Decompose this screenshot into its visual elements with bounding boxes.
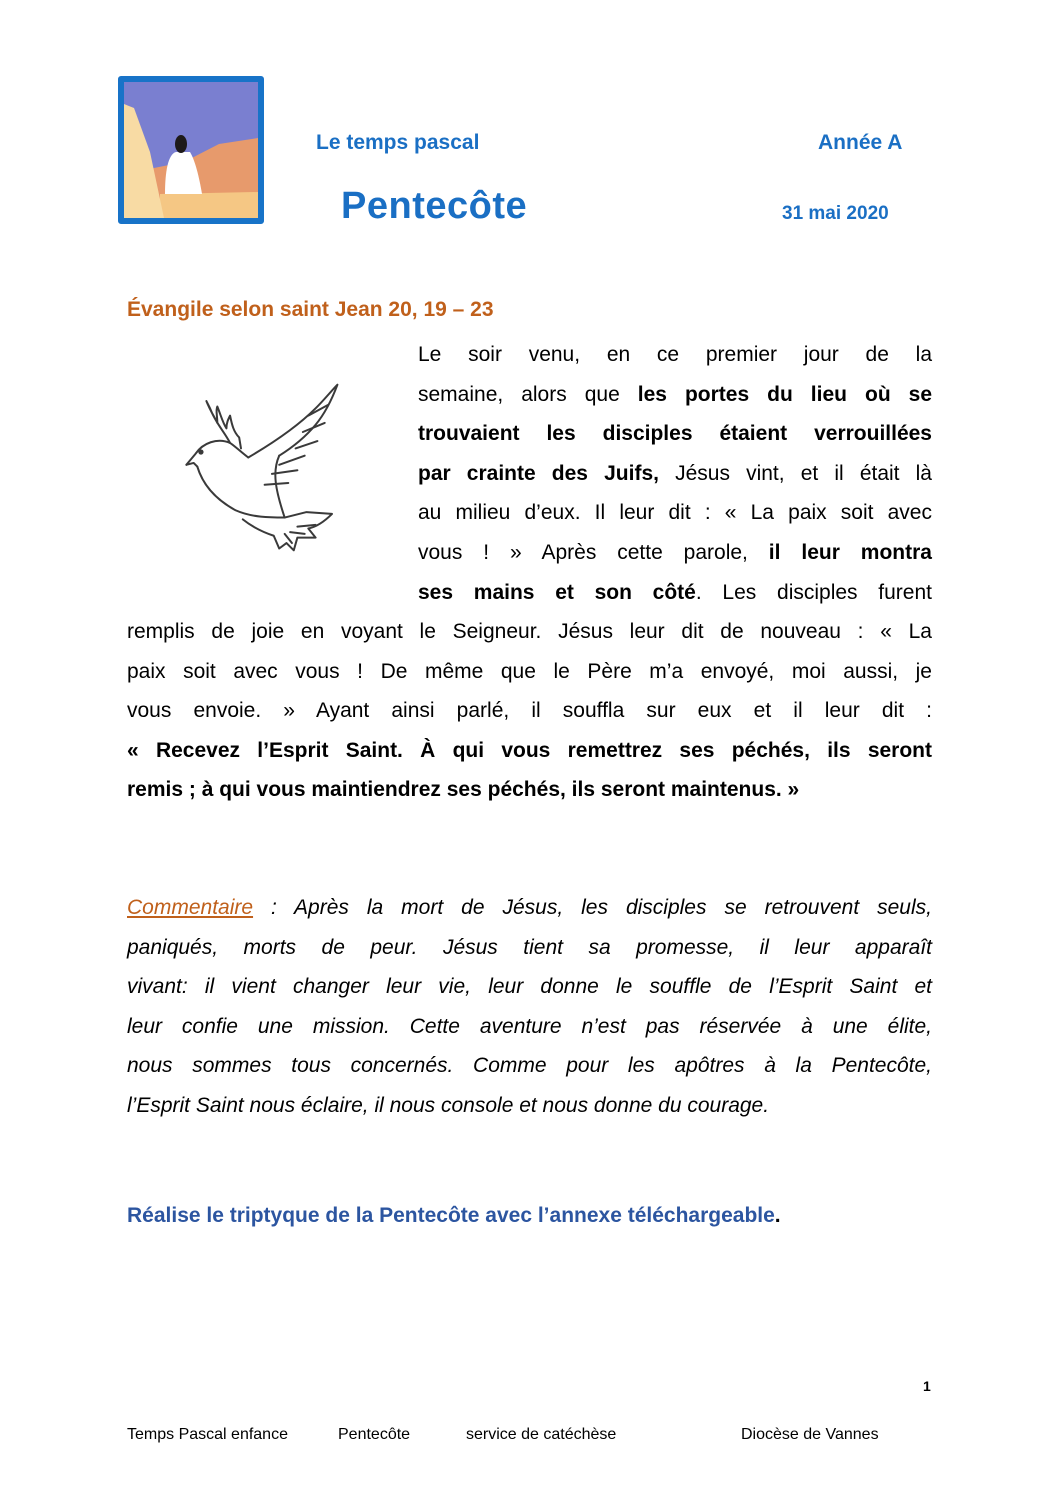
commentary-line: paniqués, morts de peur. Jésus tient sa promesse, il leur apparaît <box>127 935 932 959</box>
text-line <box>418 454 932 494</box>
header-illustration <box>118 76 264 224</box>
year-label: Année A <box>818 131 903 154</box>
text-segment: vous envoie. » Ayant ainsi parlé, il souffla sur eux et il leur dit : <box>127 699 932 723</box>
text-segment: remplis de joie en voyant le Seigneur. Jésus leur dit de nouveau : « La <box>127 620 932 643</box>
activity-call-to-action <box>127 1204 781 1228</box>
gospel-text-beside-image <box>418 335 932 612</box>
commentary-line: l’Esprit Saint nous éclaire, il nous console et nous donne du courage. <box>127 1093 770 1117</box>
series-label: Le temps pascal <box>316 131 480 154</box>
commentary-line: nous sommes tous concernés. Comme pour les apôtres à la Pentecôte, <box>127 1054 932 1078</box>
text-line <box>127 652 932 692</box>
emphasized-text: il leur montra <box>768 540 932 564</box>
commentary-line: leur confie une mission. Cette aventure n’est pas réservée à une élite, <box>127 1014 932 1038</box>
emphasized-text: ses mains et son côté <box>418 580 696 604</box>
gospel-text-full-width <box>127 612 932 810</box>
page-title: Pentecôte <box>341 185 528 227</box>
footer-item: Pentecôte <box>338 1426 411 1443</box>
date-label: 31 mai 2020 <box>782 203 889 224</box>
text-line <box>127 770 932 810</box>
emphasized-text: par crainte des Juifs, <box>418 461 659 485</box>
text-segment: Jésus vint, et il était là <box>658 461 932 485</box>
cta-period: . <box>774 1204 781 1227</box>
text-line <box>127 612 932 652</box>
text-segment: semaine, alors que <box>418 382 638 406</box>
text-line <box>418 335 932 375</box>
text-line <box>418 533 932 573</box>
text-segment: . Les disciples furent <box>695 580 932 604</box>
text-line <box>418 375 932 415</box>
text-line <box>418 493 932 533</box>
page-number: 1 <box>923 1378 931 1394</box>
footer-item: Diocèse de Vannes <box>741 1426 879 1443</box>
text-line <box>127 731 932 771</box>
commentary-line: vivant: il vient changer leur vie, leur donne le souffle de l’Esprit Saint et <box>127 975 932 999</box>
seated-figure-illustration <box>124 82 258 218</box>
commentary-line: : Après la mort de Jésus, les disciples se retrouvent seuls, <box>253 896 932 919</box>
text-segment: paix soit avec vous ! De même que le Père m’a envoyé, moi aussi, je <box>127 659 932 683</box>
emphasized-text: « Recevez l’Esprit Saint. À qui vous remettrez ses péchés, ils seront <box>127 738 932 762</box>
commentary-label: Commentaire <box>127 896 254 919</box>
emphasized-text: remis ; à qui vous maintiendrez ses péchés, ils seront maintenus. » <box>127 778 800 802</box>
text-segment: vous ! » Après cette parole, <box>418 540 769 564</box>
footer-item: Temps Pascal enfance <box>127 1426 288 1443</box>
text-line <box>127 691 932 731</box>
text-segment: au milieu d’eux. Il leur dit : « La paix soit avec <box>418 501 932 525</box>
emphasized-text: les portes du lieu où se <box>637 382 933 406</box>
footer-item: service de catéchèse <box>466 1426 617 1443</box>
cta-text: Réalise le triptyque de la Pentecôte avec l’annexe téléchargeable <box>127 1204 775 1227</box>
text-line <box>418 573 932 613</box>
commentary-block <box>127 888 932 1126</box>
emphasized-text: trouvaient les disciples étaient verrouillées <box>418 422 932 446</box>
text-segment: Le soir venu, en ce premier jour de la <box>418 343 932 366</box>
dove-illustration <box>170 370 352 565</box>
text-line <box>418 414 932 454</box>
gospel-heading: Évangile selon saint Jean 20, 19 – 23 <box>127 298 494 321</box>
